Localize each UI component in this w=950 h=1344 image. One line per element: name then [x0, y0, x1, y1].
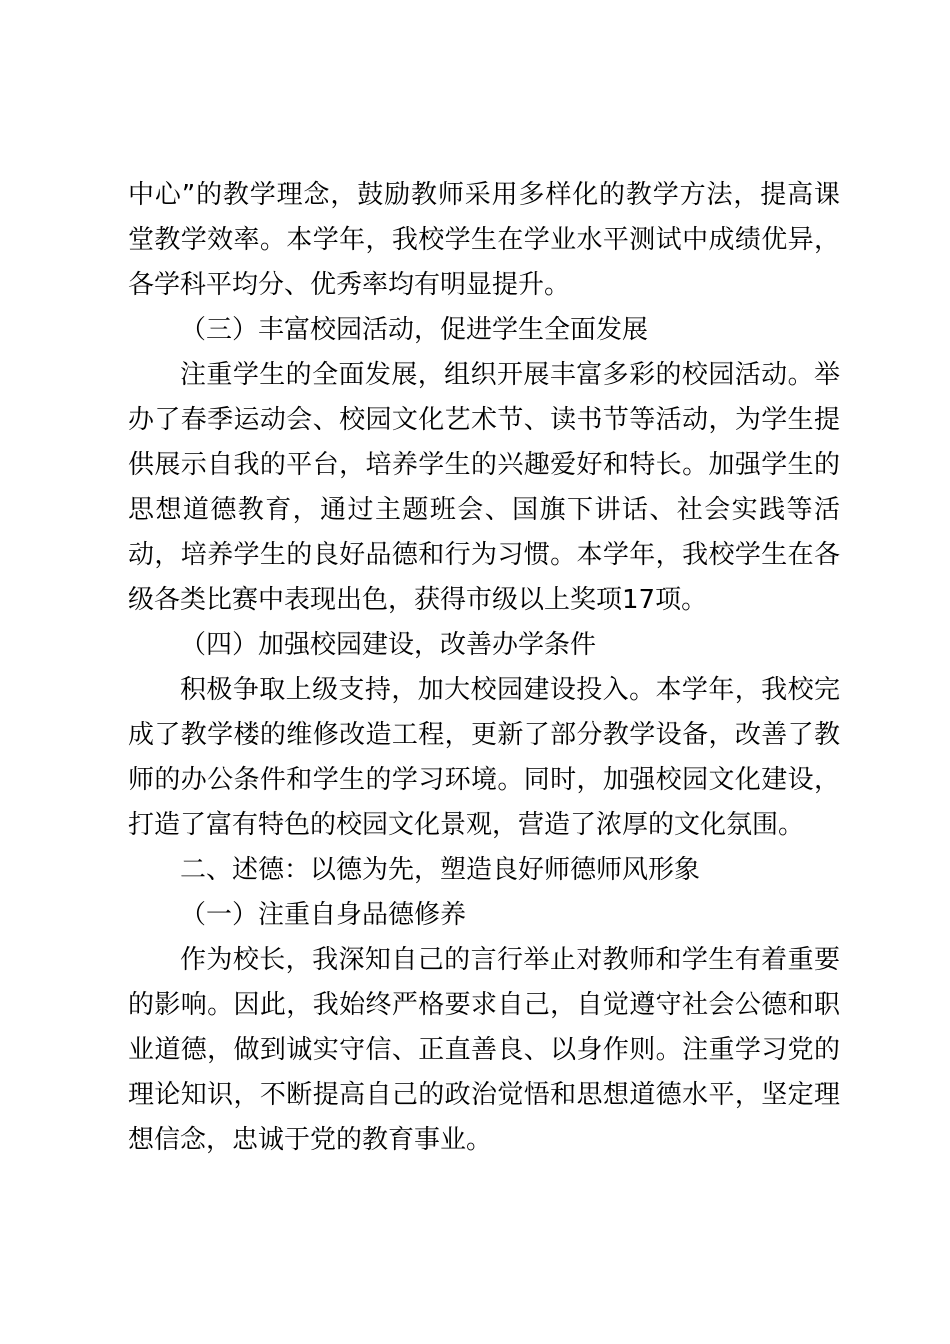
- chapter-heading-morality: 二、述德：以德为先，塑造良好师德师风形象: [180, 855, 701, 885]
- paragraph-campus-activities: 注重学生的全面发展，组织开展丰富多彩的校园活动。举办了春季运动会、校园文化艺术节、读书节等活动，为学生提供展示自我的平台，培养学生的兴趣爱好和特长。加强学生的思想道德教育，通过主题班会、国旗下讲话、社会实践等活动，培养学生的良好品德和行为习惯。本学年，我校学生在各级各类比赛中表现出色，获得市级以上奖项17项。: [128, 360, 840, 615]
- section-heading-3: （三）丰富校园活动，促进学生全面发展: [180, 315, 649, 345]
- section-heading-4: （四）加强校园建设，改善办学条件: [180, 630, 597, 660]
- section-heading-1: （一）注重自身品德修养: [180, 900, 467, 930]
- paragraph-campus-construction: 积极争取上级支持，加大校园建设投入。本学年，我校完成了教学楼的维修改造工程，更新了部分教学设备，改善了教师的办公条件和学生的学习环境。同时，加强校园文化建设，打造了富有特色的校园文化景观，营造了浓厚的文化氛围。: [128, 675, 840, 840]
- document-body: [128, 173, 840, 1163]
- paragraph-self-cultivation: 作为校长，我深知自己的言行举止对教师和学生有着重要的影响。因此，我始终严格要求自己，自觉遵守社会公德和职业道德，做到诚实守信、正直善良、以身作则。注重学习党的理论知识，不断提高自己的政治觉悟和思想道德水平，坚定理想信念，忠诚于党的教育事业。: [128, 945, 840, 1155]
- paragraph-continued: 中心”的教学理念，鼓励教师采用多样化的教学方法，提高课堂教学效率。本学年，我校学生在学业水平测试中成绩优异，各学科平均分、优秀率均有明显提升。: [128, 180, 840, 300]
